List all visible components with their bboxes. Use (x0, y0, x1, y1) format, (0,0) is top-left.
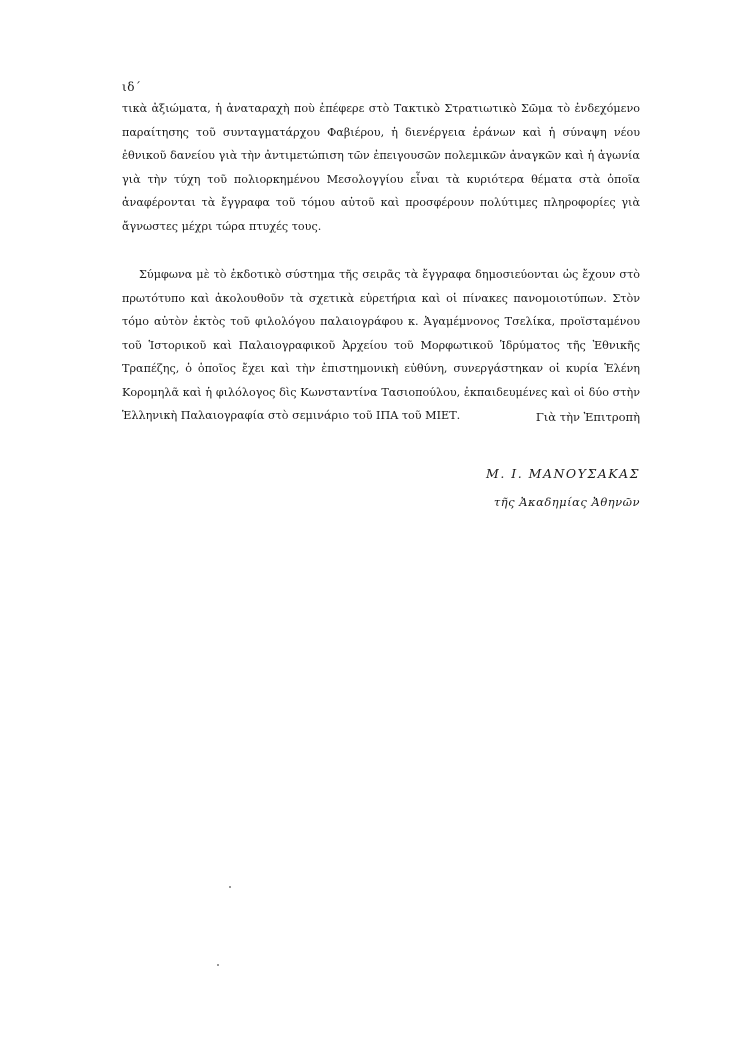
signature-name: Μ. Ι. ΜΑΝΟΥΣΑΚΑΣ (486, 466, 640, 481)
page-number: ιδ΄ (122, 80, 142, 94)
signature-affiliation: τῆς Ἀκαδημίας Ἀθηνῶν (493, 495, 640, 509)
body-paragraph-2: Σύμφωνα μὲ τὸ ἐκδοτικὸ σύστημα τῆς σειρᾶς τὰ ἔγγραφα δημοσιεύονται ὡς ἔχουν στὸ πρωτότυπο καὶ ἀκολουθοῦν τὰ σχετικὰ εὑρετήρια καὶ οἱ πίνακες πανομοιοτύπων. Στὸν τόμο αὐτὸν ἐκτὸς τοῦ φιλολόγου παλαιογράφου κ. Ἀγαμέμνονος Τσελίκα, προϊσταμένου τοῦ Ἱστορικοῦ καὶ Παλαιογραφικοῦ Ἀρχείου τοῦ Μορφωτικοῦ Ἱδρύματος τῆς Ἐθνικῆς Τραπέζης, ὁ ὁποῖος ἔχει καὶ τὴν ἐπιστημονικὴ εὐθύνη, συνεργάστηκαν οἱ κυρία Ἑλένη Κορομηλᾶ καὶ ἡ φιλόλογος δὶς Κωνσταντίνα Τασιοπούλου, ἐκπαιδευμένες καὶ οἱ δύο στὴν Ἑλληνικὴ Παλαιογραφία στὸ σεμινάριο τοῦ ΙΠΑ τοῦ ΜΙΕΤ. (122, 268, 640, 422)
scan-speck (217, 964, 219, 966)
signature-for-label: Γιὰ τὴν Ἐπιτροπὴ (535, 410, 640, 424)
scan-speck (229, 886, 231, 888)
body-paragraph-1: τικὰ ἀξιώματα, ἡ ἀναταραχὴ ποὺ ἐπέφερε στὸ Τακτικὸ Στρατιωτικὸ Σῶμα τὸ ἐνδεχόμενο παραίτησης τοῦ συνταγματάρχου Φαβιέρου, ἡ διενέργεια ἐράνων καὶ ἡ σύναψη νέου ἐθνικοῦ δανείου γιὰ τὴν ἀντιμετώπιση τῶν ἐπειγουσῶν πολεμικῶν ἀναγκῶν καὶ ἡ ἀγωνία γιὰ τὴν τύχη τοῦ πολιορκημένου Μεσολογγίου εἶναι τὰ κυριότερα θέματα στὰ ὁποῖα ἀναφέρονται τὰ ἔγγραφα τοῦ τόμου αὐτοῦ καὶ προσφέρουν πολύτιμες πληροφορίες γιὰ ἄγνωστες μέχρι τώρα πτυχές τους. (122, 102, 640, 233)
